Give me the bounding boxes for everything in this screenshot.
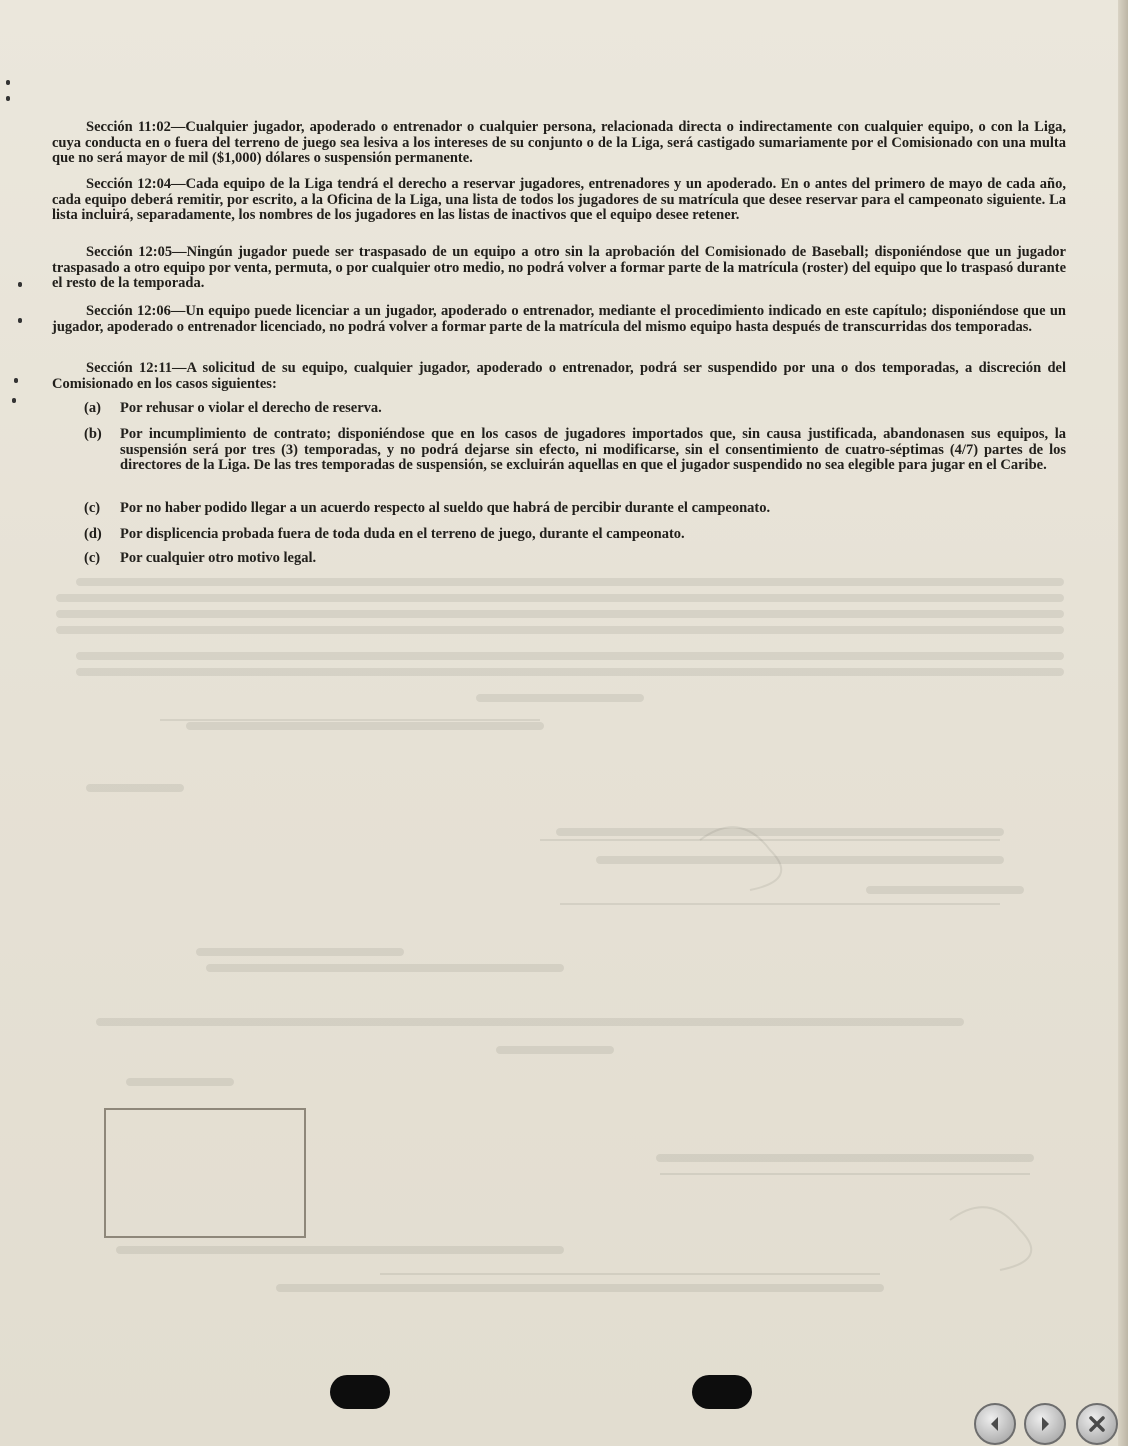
item-text: Por rehusar o violar el derecho de reserva. [120,400,382,416]
section-12-11 [52,361,1066,392]
item-mark: (a) [84,400,101,416]
item-mark: (d) [84,526,102,542]
section-text: Sección 11:02—Cualquier jugador, apoderado o entrenador o cualquier persona, relacionada directa o indirectamente con cualquier equipo, o con la Liga, cuya conducta en o fuera del terreno de juego sea lesiva a los intereses de su conjunto o de la Liga, será castigado sumariamente por el Comisionado con una multa que no será mayor de mil ($1,000) dólares o suspensión permanente. [52,119,1066,166]
section-12-04 [52,177,1066,224]
forward-button[interactable] [1024,1403,1066,1445]
margin-mark [6,80,10,85]
back-button[interactable] [974,1403,1016,1445]
section-text: Sección 12:11—A solicitud de su equipo, cualquier jugador, apoderado o entrenador, podrá ser suspendido por una o dos temporadas, a discreción del Comisionado en los casos siguientes: [52,360,1066,392]
item-text: Por incumplimiento de contrato; disponiéndose que en los casos de jugadores importados que, sin causa justificada, abandonasen sus equipos, la suspensión será por tres (3) temporadas, y no podrá dejarse sin efecto, ni modificarse, sin el consentimiento de cuatro-séptimas (4/7) partes de los directores de la Liga. De las tres temporadas de suspensión, se excluirán aquellas en que el jugador suspendido no sea elegible para jugar en el Caribe. [120,426,1066,473]
section-text: Sección 12:06—Un equipo puede licenciar a un jugador, apoderado o entrenador, mediante el procedimiento indicado en este capítulo; disponiéndose que un jugador, apoderado o entrenador licenciado, no podrá volver a formar parte de la matrícula del mismo equipo hasta después de transcurridas dos temporadas. [52,303,1066,335]
section-12-05 [52,245,1066,292]
page-edge [1118,0,1128,1446]
list-item [84,501,1066,517]
margin-mark [12,398,16,403]
item-text: Por no haber podido llegar a un acuerdo respecto al sueldo que habrá de percibir durante el campeonato. [120,500,771,516]
close-button[interactable] [1076,1403,1118,1445]
item-text: Por displicencia probada fuera de toda duda en el terreno de juego, durante el campeonato. [120,526,685,542]
item-text: Por cualquier otro motivo legal. [120,550,317,566]
section-11-02 [52,120,1066,167]
close-icon [1085,1412,1109,1436]
list-item [84,427,1066,474]
bleed-through-texture [0,560,1110,1360]
section-12-06 [52,304,1066,335]
left-arrow-icon [983,1412,1007,1436]
item-mark: (b) [84,426,102,442]
list-item [84,401,1066,417]
right-arrow-icon [1033,1412,1057,1436]
margin-mark [14,378,18,383]
list-item [84,527,1066,543]
item-mark: (c) [84,550,101,566]
item-mark: (c) [84,500,101,516]
margin-mark [18,318,22,323]
section-text: Sección 12:05—Ningún jugador puede ser traspasado de un equipo a otro sin la aprobación del Comisionado de Baseball; disponiéndose que un jugador traspasado a otro equipo por venta, permuta, o por cualquier otro medio, no podrá volver a formar parte de la matrícula (roster) del equipo que lo traspasó durante el resto de la temporada. [52,244,1066,291]
section-text: Sección 12:04—Cada equipo de la Liga tendrá el derecho a reservar jugadores, entrenadores y un apoderado. En o antes del primero de mayo de cada año, cada equipo deberá remitir, por escrito, a la Oficina de la Liga, una lista de todos los jugadores de su matrícula que desee reservar para el campeonato siguiente. La lista incluirá, separadamente, los nombres de los jugadores en las listas de inactivos que el equipo desee retener. [52,176,1066,223]
stamp-box [104,1108,306,1238]
margin-mark [6,96,10,101]
punch-hole [330,1375,390,1409]
margin-mark [18,282,22,287]
punch-hole [692,1375,752,1409]
